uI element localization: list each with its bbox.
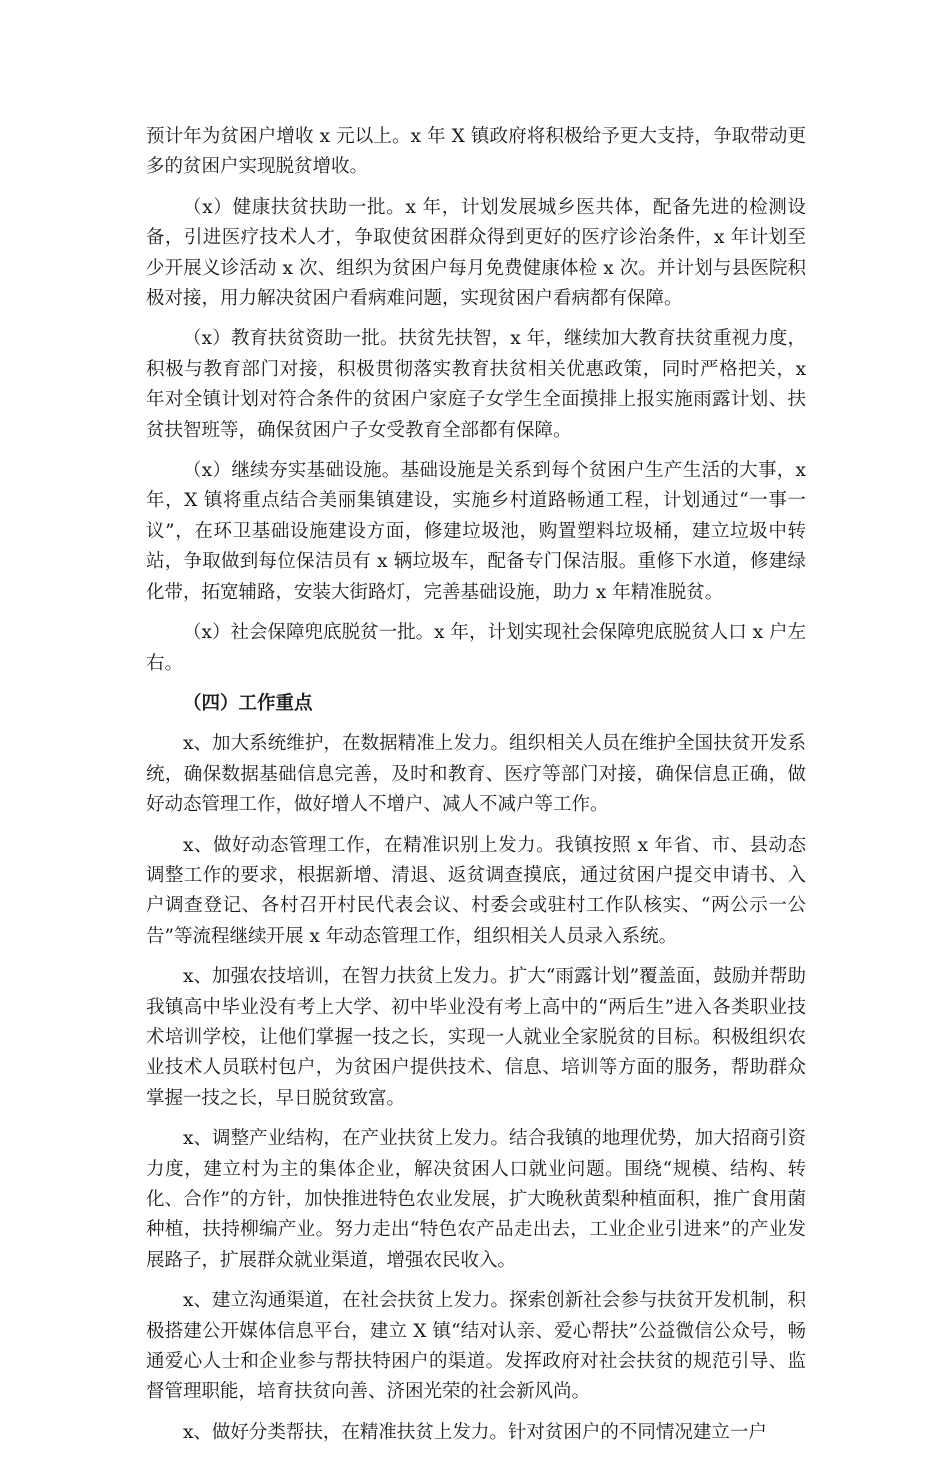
section-heading-work-focus: （四）工作重点 [183,692,313,714]
paragraph-income-continuation: 预计年为贫困户增收 x 元以上。x 年 X 镇政府将积极给予更大支持，争取带动更多的贫困户实现脱贫增收。 [146,126,806,178]
paragraph-education-poverty: （x）教育扶贫资助一批。扶贫先扶智，x 年，继续加大教育扶贫重视力度，积极与教育部门对接，积极贯彻落实教育扶贫相关优惠政策，同时严格把关，x 年对全镇计划对符合条件的贫困户家庭子女学生全面摸排上报实施雨露计划、扶贫扶智班等，确保贫困户子女受教育全部都有保障。 [146,328,806,441]
paragraph-dynamic-management: x、做好动态管理工作，在精准识别上发力。我镇按照 x 年省、市、县动态调整工作的要求，根据新增、清退、返贫调查摸底，通过贫困户提交申请书、入户调查登记、各村召开村民代表会议、村委会或驻村工作队核实、“两公示一公告”等流程继续开展 x 年动态管理工作，组织相关人员录入系统。 [146,834,806,947]
paragraph-health-poverty: （x）健康扶贫扶助一批。x 年，计划发展城乡医共体，配备先进的检测设备，引进医疗技术人才，争取使贫困群众得到更好的医疗诊治条件，x 年计划至少开展义诊活动 x 次、组织为贫困户每月免费健康体检 x 次。并计划与县医院积极对接，用力解决贫困户看病难问题，实现贫困户看病都有保障。 [146,196,806,310]
paragraph-agri-training: x、加强农技培训，在智力扶贫上发力。扩大“雨露计划”覆盖面，鼓励并帮助我镇高中毕业没有考上大学、初中毕业没有考上高中的“两后生”进入各类职业技术培训学校，让他们掌握一技之长，实现一人就业全家脱贫的目标。积极组织农业技术人员联村包户，为贫困户提供技术、信息、培训等方面的服务，帮助群众掌握一技之长，早日脱贫致富。 [146,966,806,1109]
paragraph-system-maintenance: x、加大系统维护，在数据精准上发力。组织相关人员在维护全国扶贫开发系统，确保数据基础信息完善，及时和教育、医疗等部门对接，确保信息正确，做好动态管理工作，做好增人不增户、减人不减户等工作。 [146,733,806,816]
document-page [146,122,806,1458]
paragraph-social-security: （x）社会保障兜底脱贫一批。x 年，计划实现社会保障兜底脱贫人口 x 户左右。 [146,622,806,674]
paragraph-infrastructure: （x）继续夯实基础设施。基础设施是关系到每个贫困户生产生活的大事，x 年，X 镇将重点结合美丽集镇建设，实施乡村道路畅通工程，计划通过“一事一议”，在环卫基础设施建设方面，修建垃圾池，购置塑料垃圾桶，建立垃圾中转站，争取做到每位保洁员有 x 辆垃圾车，配备专门保洁服。重修下水道，修建绿化带，拓宽辅路，安装大街路灯，完善基础设施，助力 x 年精准脱贫。 [146,460,806,603]
paragraph-classified-assistance: x、做好分类帮扶，在精准扶贫上发力。针对贫困户的不同情况建立一户 [183,1421,767,1443]
paragraph-communication-channels: x、建立沟通渠道，在社会扶贫上发力。探索创新社会参与扶贫开发机制，积极搭建公开媒体信息平台，建立 X 镇“结对认亲、爱心帮扶”公益微信公众号，畅通爱心人士和企业参与帮扶特困户的渠道。发挥政府对社会扶贫的规范引导、监督管理职能，培育扶贫向善、济困光荣的社会新风尚。 [146,1290,806,1403]
paragraph-industry-structure: x、调整产业结构，在产业扶贫上发力。结合我镇的地理优势，加大招商引资力度，建立村为主的集体企业，解决贫困人口就业问题。围绕“规模、结构、转化、合作”的方针，加快推进特色农业发展，扩大晚秋黄梨种植面积，推广食用菌种植，扶持柳编产业。努力走出“特色农产品走出去，工业企业引进来”的产业发展路子，扩展群众就业渠道，增强农民收入。 [146,1128,806,1271]
